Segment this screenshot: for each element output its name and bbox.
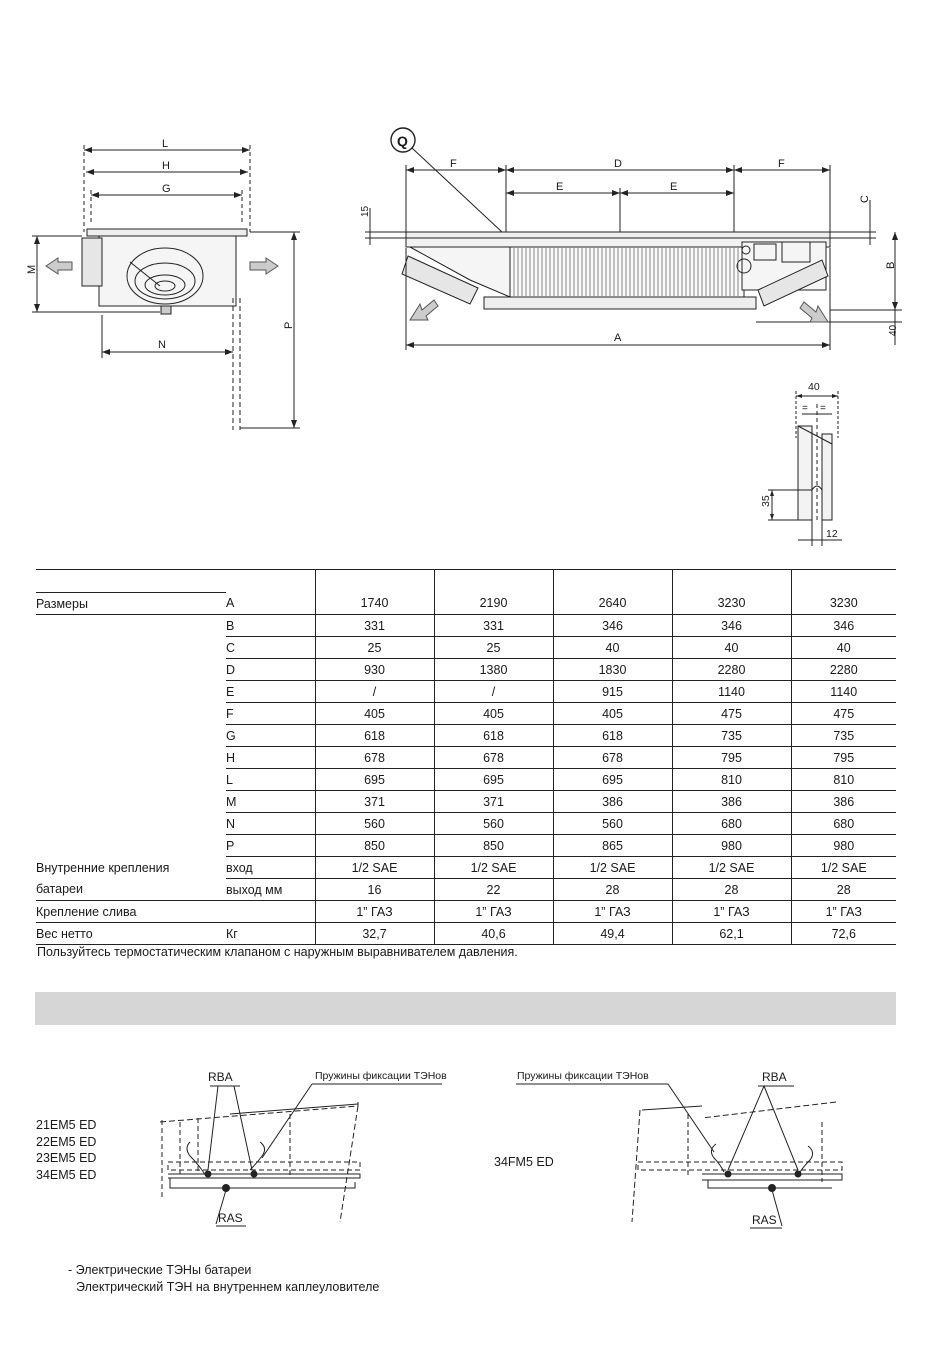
dim-label-F-left: F [450, 158, 457, 170]
table-cell: 695 [434, 769, 553, 791]
table-cell: 371 [315, 791, 434, 813]
table-cell: / [434, 681, 553, 703]
table-row [36, 747, 896, 769]
row-sublabel: P [226, 835, 315, 857]
table-cell: 1” ГАЗ [672, 901, 791, 923]
row-label [36, 835, 226, 857]
legend-line: Электрический ТЭН на внутреннем каплеуловителе [76, 1279, 380, 1294]
table-cell: 618 [553, 725, 672, 747]
table-cell: 1/2 SAE [434, 857, 553, 879]
table-row [36, 681, 896, 703]
header-cell [315, 570, 434, 593]
table-cell: 331 [315, 615, 434, 637]
model-label: 21EM5 ED [36, 1118, 97, 1132]
table-cell: 72,6 [791, 923, 896, 945]
specification-table [36, 569, 896, 945]
row-sublabel: Кг [226, 923, 315, 945]
table-row [36, 879, 896, 901]
ras-label: RAS [752, 1213, 777, 1227]
table-cell: 1830 [553, 659, 672, 681]
header-cell [36, 570, 226, 593]
row-label: Размеры [36, 593, 226, 615]
table-cell: 49,4 [553, 923, 672, 945]
header-cell [434, 570, 553, 593]
rba-label: RBA [762, 1070, 787, 1084]
table-cell: 1” ГАЗ [434, 901, 553, 923]
table-cell: 735 [791, 725, 896, 747]
row-sublabel: выход мм [226, 879, 315, 901]
row-sublabel: E [226, 681, 315, 703]
table-cell: 2190 [434, 593, 553, 615]
table-cell: 795 [791, 747, 896, 769]
heater-legend [68, 1262, 379, 1295]
dim-label-L: L [162, 138, 169, 150]
table-cell: 2640 [553, 593, 672, 615]
table-cell: 680 [791, 813, 896, 835]
ras-label: RAS [218, 1211, 243, 1225]
springs-label: Пружины фиксации ТЭНов [517, 1070, 649, 1082]
row-sublabel: B [226, 615, 315, 637]
table-cell: 386 [672, 791, 791, 813]
table-cell: 1/2 SAE [791, 857, 896, 879]
table-row [36, 835, 896, 857]
table-row [36, 923, 896, 945]
model-label: 22EM5 ED [36, 1134, 97, 1149]
table-cell: 386 [553, 791, 672, 813]
detail-label-35: 35 [760, 495, 772, 507]
row-label [36, 725, 226, 747]
table-cell: 915 [553, 681, 672, 703]
table-cell: 25 [315, 637, 434, 659]
row-label: Внутренние крепления [36, 860, 170, 875]
table-cell: 32,7 [315, 923, 434, 945]
table-cell: 680 [672, 813, 791, 835]
table-row [36, 659, 896, 681]
table-cell: 1380 [434, 659, 553, 681]
table-cell: 795 [672, 747, 791, 769]
model-label: 34EM5 ED [36, 1167, 97, 1182]
table-cell: 695 [553, 769, 672, 791]
row-label [36, 681, 226, 703]
side-view-drawing [0, 0, 310, 440]
table-row [36, 725, 896, 747]
row-label [36, 615, 226, 637]
table-cell: 850 [315, 835, 434, 857]
dim-label-M: M [26, 264, 38, 274]
table-cell: 62,1 [672, 923, 791, 945]
model-label: 34FM5 ED [494, 1155, 554, 1169]
table-cell: 371 [434, 791, 553, 813]
table-cell: 980 [672, 835, 791, 857]
dim-label-A: A [614, 332, 622, 344]
table-row [36, 769, 896, 791]
table-cell: 28 [553, 879, 672, 901]
table-cell: / [315, 681, 434, 703]
table-cell: 560 [553, 813, 672, 835]
table-header-row [36, 570, 896, 593]
table-cell: 1” ГАЗ [553, 901, 672, 923]
table-cell: 865 [553, 835, 672, 857]
dim-label-E-left: E [556, 181, 564, 193]
table-cell: 695 [315, 769, 434, 791]
table-cell: 850 [434, 835, 553, 857]
row-sublabel: N [226, 813, 315, 835]
table-cell: 386 [791, 791, 896, 813]
table-cell: 1” ГАЗ [791, 901, 896, 923]
table-cell: 1” ГАЗ [315, 901, 434, 923]
table-cell: 3230 [672, 593, 791, 615]
section-header-band [35, 992, 896, 1025]
table-cell: 2280 [791, 659, 896, 681]
table-cell: 980 [791, 835, 896, 857]
dim-label-H: H [162, 160, 170, 172]
table-cell: 40 [791, 637, 896, 659]
table-cell: 1/2 SAE [315, 857, 434, 879]
table-cell: 678 [434, 747, 553, 769]
table-cell: 475 [672, 703, 791, 725]
table-row [36, 593, 896, 615]
table-row [36, 703, 896, 725]
table-cell: 331 [434, 615, 553, 637]
table-cell: 810 [672, 769, 791, 791]
table-cell: 678 [315, 747, 434, 769]
header-cell [226, 570, 315, 593]
row-sublabel: G [226, 725, 315, 747]
table-row [36, 791, 896, 813]
detail-label-eq1: = [802, 403, 808, 414]
row-label: батареи [36, 879, 226, 901]
dim-label-F-right: F [778, 158, 785, 170]
table-cell: 1140 [791, 681, 896, 703]
table-row [36, 901, 896, 923]
table-cell: 930 [315, 659, 434, 681]
row-sublabel: D [226, 659, 315, 681]
table-cell: 40,6 [434, 923, 553, 945]
row-label [36, 813, 226, 835]
dim-label-P: P [283, 321, 295, 329]
table-cell: 2280 [672, 659, 791, 681]
springs-label: Пружины фиксации ТЭНов [315, 1070, 447, 1082]
row-label [36, 769, 226, 791]
table-cell: 405 [315, 703, 434, 725]
table-cell: 3230 [791, 593, 896, 615]
table-cell: 40 [553, 637, 672, 659]
row-label [36, 637, 226, 659]
row-label [36, 747, 226, 769]
row-sublabel: M [226, 791, 315, 813]
table-cell: 346 [553, 615, 672, 637]
row-sublabel: F [226, 703, 315, 725]
table-cell: 346 [791, 615, 896, 637]
model-label: 23EM5 ED [36, 1151, 97, 1165]
table-cell: 618 [434, 725, 553, 747]
rba-label: RBA [208, 1070, 233, 1084]
table-cell: 40 [672, 637, 791, 659]
table-cell: 678 [553, 747, 672, 769]
detail-label-40: 40 [808, 381, 820, 393]
table-row [36, 813, 896, 835]
table-cell: 405 [553, 703, 672, 725]
row-label: Вес нетто [36, 923, 226, 945]
table-cell: 1140 [672, 681, 791, 703]
table-cell: 28 [791, 879, 896, 901]
dim-label-E-right: E [670, 181, 678, 193]
table-cell: 346 [672, 615, 791, 637]
row-sublabel: A [226, 593, 315, 615]
row-sublabel: вход [226, 857, 315, 879]
table-cell: 25 [434, 637, 553, 659]
dim-label-N: N [158, 339, 166, 351]
left-model-list [36, 1117, 96, 1183]
row-sublabel: C [226, 637, 315, 659]
bracket-detail-drawing [750, 378, 860, 550]
row-label [36, 703, 226, 725]
table-cell: 560 [434, 813, 553, 835]
table-row [36, 857, 896, 879]
table-cell: 28 [672, 879, 791, 901]
table-row [36, 615, 896, 637]
row-label: Крепление слива [36, 901, 226, 923]
heater-diagram-right [512, 1062, 852, 1242]
row-sublabel: L [226, 769, 315, 791]
dim-label-B: B [885, 261, 897, 269]
table-cell: 1/2 SAE [672, 857, 791, 879]
table-cell: 560 [315, 813, 434, 835]
row-label [36, 659, 226, 681]
table-cell: 1740 [315, 593, 434, 615]
table-cell: 1/2 SAE [553, 857, 672, 879]
label-Q: Q [397, 133, 408, 149]
table-cell: 405 [434, 703, 553, 725]
dim-label-C: C [859, 195, 871, 203]
dim-label-D: D [614, 158, 622, 170]
front-view-drawing [350, 120, 910, 360]
table-cell: 16 [315, 879, 434, 901]
header-cell [791, 570, 896, 593]
dim-label-G: G [162, 183, 171, 195]
heater-diagram-left [150, 1062, 470, 1242]
table-cell: 22 [434, 879, 553, 901]
row-sublabel [226, 901, 315, 923]
row-sublabel: H [226, 747, 315, 769]
table-row [36, 637, 896, 659]
dim-label-40: 40 [888, 324, 899, 336]
thermostatic-valve-note: Пользуйтесь термостатическим клапаном с наружным выравнивателем давления. [37, 945, 518, 959]
detail-label-eq2: = [820, 403, 826, 414]
legend-line: - Электрические ТЭНы батареи [68, 1263, 252, 1277]
detail-label-12: 12 [826, 528, 838, 540]
table-cell: 810 [791, 769, 896, 791]
table-cell: 475 [791, 703, 896, 725]
table-cell: 735 [672, 725, 791, 747]
table-cell: 618 [315, 725, 434, 747]
row-label [36, 791, 226, 813]
header-cell [672, 570, 791, 593]
header-cell [553, 570, 672, 593]
dim-label-15: 15 [360, 205, 371, 217]
